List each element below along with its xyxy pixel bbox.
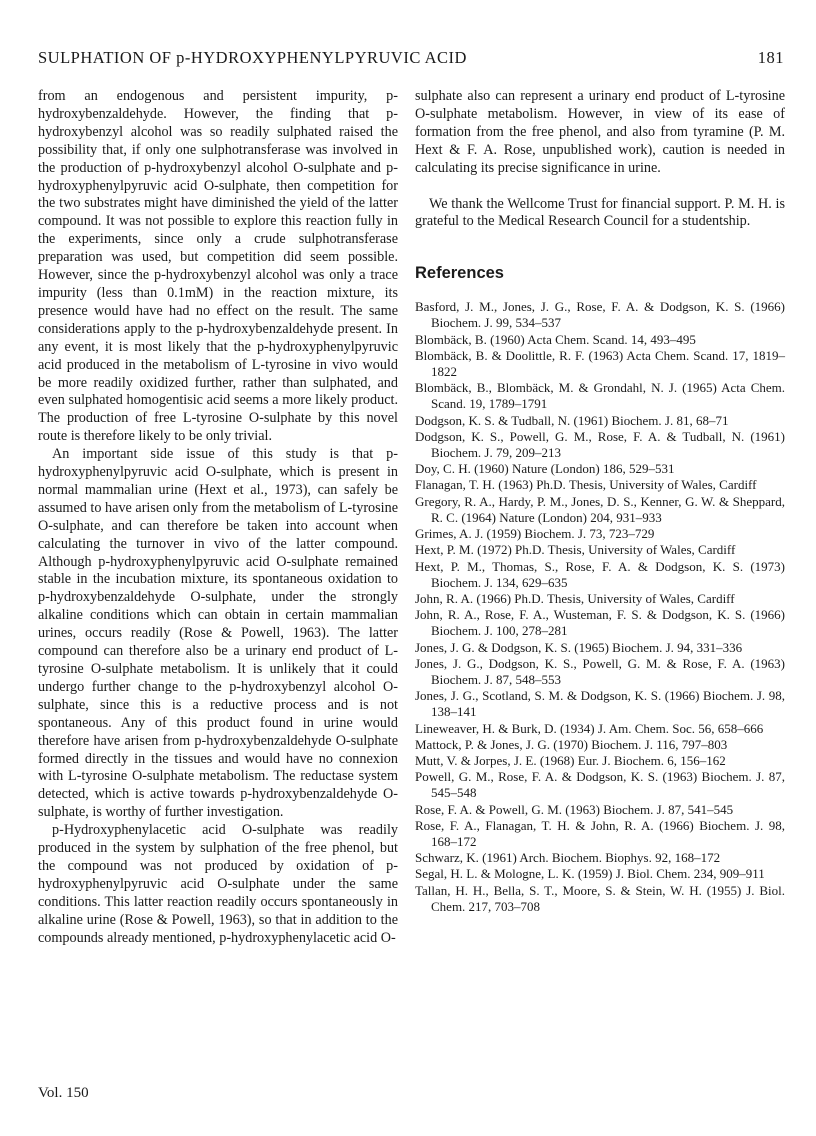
reference-item: John, R. A., Rose, F. A., Wusteman, F. S. & Dodgson, K. S. (1966) Biochem. J. 100, 278–281 [415,607,785,639]
right-column [415,88,785,915]
body-paragraph-3: p-Hydroxyphenylacetic acid O-sulphate was readily produced in the system by sulphation of the free phenol, but the compound was not produced by oxidation of p-hydroxyphenylpyruvic acid O-sulphate under the same conditions. This latter reaction readily occurs spontaneously in alkaline urine (Rose & Powell, 1963), so that in addition to the compounds already mentioned, p-hydroxyphenylacetic acid O- [38,822,398,946]
reference-item: Rose, F. A., Flanagan, T. H. & John, R. A. (1966) Biochem. J. 98, 168–172 [415,817,785,849]
reference-item: Blombäck, B., Blombäck, M. & Grondahl, N. J. (1965) Acta Chem. Scand. 19, 1789–1791 [415,380,785,412]
reference-item: John, R. A. (1966) Ph.D. Thesis, University of Wales, Cardiff [415,590,735,606]
reference-item: Jones, J. G., Dodgson, K. S., Powell, G. M. & Rose, F. A. (1963) Biochem. J. 87, 548–553 [415,655,785,687]
reference-item: Gregory, R. A., Hardy, P. M., Jones, D. S., Kenner, G. W. & Sheppard, R. C. (1964) Nature (London) 204, 931–933 [415,493,785,525]
reference-item: Lineweaver, H. & Burk, D. (1934) J. Am. Chem. Soc. 56, 658–666 [415,720,764,736]
reference-item: Mattock, P. & Jones, J. G. (1970) Biochem. J. 116, 797–803 [415,736,728,752]
left-column [38,88,398,948]
references-heading: References [415,264,504,283]
reference-item: Basford, J. M., Jones, J. G., Rose, F. A. & Dodgson, K. S. (1966) Biochem. J. 99, 534–537 [415,299,785,331]
reference-item: Grimes, A. J. (1959) Biochem. J. 73, 723–729 [415,526,655,542]
running-title: SULPHATION OF p-HYDROXYPHENYLPYRUVIC ACID [38,48,467,67]
reference-item: Blombäck, B. & Doolittle, R. F. (1963) Acta Chem. Scand. 17, 1819–1822 [415,347,785,380]
reference-item: Schwarz, K. (1961) Arch. Biochem. Biophys. 92, 168–172 [415,850,721,866]
reference-item: Powell, G. M., Rose, F. A. & Dodgson, K. S. (1963) Biochem. J. 87, 545–548 [415,769,785,801]
page-number: 181 [757,48,784,67]
reference-item: Flanagan, T. H. (1963) Ph.D. Thesis, University of Wales, Cardiff [415,477,757,493]
running-header [38,48,784,74]
reference-item: Tallan, H. H., Bella, S. T., Moore, S. & Stein, W. H. (1955) J. Biol. Chem. 217, 703–708 [415,882,785,914]
volume-footer: Vol. 150 [38,1085,89,1101]
reference-item: Hext, P. M. (1972) Ph.D. Thesis, University of Wales, Cardiff [415,542,736,558]
reference-item: Segal, H. L. & Mologne, L. K. (1959) J. Biol. Chem. 234, 909–911 [415,866,765,882]
reference-item: Blombäck, B. (1960) Acta Chem. Scand. 14, 493–495 [415,331,696,347]
reference-item: Jones, J. G., Scotland, S. M. & Dodgson, K. S. (1966) Biochem. J. 98, 138–141 [415,688,785,720]
body-paragraph-2: An important side issue of this study is that p-hydroxyphenylpyruvic acid O-sulphate, which is present in normal mammalian urine (Hext et al., 1973), can safely be assumed to have arisen only from the metabolism of L-tyrosine O-sulphate, and can therefore be taken into account when calculating the turnover in vivo of the latter compound. Although p-hydroxyphenylpyruvic acid O-sulphate remained stable in the incubation mixture, its spontaneous oxidation to p-hydroxybenzaldehyde O-sulphate, under the strongly alkaline conditions which can obtain in certain mammalian urines, occurs readily (Rose & Powell, 1963). The latter compound can therefore also be a urinary end product of L-tyrosine O-sulphate metabolism. It is unlikely that it could undergo further change to the p-hydroxybenzyl alcohol O-sulphate, since this is a reductive process and is not spontaneous. Any of this product found in urine would therefore have arisen from p-hydroxybenzaldehyde O-sulphate formed directly in the tissues and would have no connexion with L-tyrosine O-sulphate metabolism. The reductase system detected, which is active towards p-hydroxybenzaldehyde O-sulphate, is worthy of further investigation. [38,446,398,821]
reference-item: Dodgson, K. S. & Tudball, N. (1961) Biochem. J. 81, 68–71 [415,412,729,428]
body-paragraph-4: sulphate also can represent a urinary end product of L-tyrosine O-sulphate metabolism. However, in view of its ease of formation from the free phenol, and also from tyramine (P. M. Hext & F. A. Rose, unpublished work), caution is needed in calculating its precise significance in urine. [415,88,785,176]
body-paragraph-1: from an endogenous and persistent impurity, p-hydroxybenzaldehyde. However, the finding that p-hydroxybenzyl alcohol was so readily sulphated raised the possibility that, if only one sulphotransferase was involved in the production of p-hydroxybenzyl alcohol O-sulphate and p-hydroxyphenylpyruvic acid O-sulphate, then competition for the two substrates might have diminished the yield of the latter compound. It was not possible to explore this reaction fully in the experiments, since only a crude sulphotransferase preparation was used, but competition did seem possible. However, since the p-hydroxybenzyl alcohol was only a trace impurity (less than 0.1mM) in the reaction mixture, its presence would have had no effect on the result. The same considerations apply to the p-hydroxybenzaldehyde present. In any event, it is most likely that the p-hydroxyphenylpyruvic acid produced in the metabolism of L-tyrosine in vivo would be more readily oxidized further, rather than sulphated, and even sulphated homogentisic acid seems a more likely product. The production of free L-tyrosine O-sulphate by this novel route is therefore likely to be only trivial. [38,88,398,445]
reference-item: Hext, P. M., Thomas, S., Rose, F. A. & Dodgson, K. S. (1973) Biochem. J. 134, 629–635 [415,558,785,590]
reference-item: Mutt, V. & Jorpes, J. E. (1968) Eur. J. Biochem. 6, 156–162 [415,752,726,768]
reference-item: Doy, C. H. (1960) Nature (London) 186, 529–531 [415,461,675,477]
reference-list [415,299,785,915]
acknowledgements: We thank the Wellcome Trust for financial support. P. M. H. is grateful to the Medical Research Council for a studentship. [415,195,785,230]
reference-item: Rose, F. A. & Powell, G. M. (1963) Biochem. J. 87, 541–545 [415,801,734,817]
reference-item: Jones, J. G. & Dodgson, K. S. (1965) Biochem. J. 94, 331–336 [415,639,743,655]
reference-item: Dodgson, K. S., Powell, G. M., Rose, F. A. & Tudball, N. (1961) Biochem. J. 79, 209–213 [415,428,785,461]
